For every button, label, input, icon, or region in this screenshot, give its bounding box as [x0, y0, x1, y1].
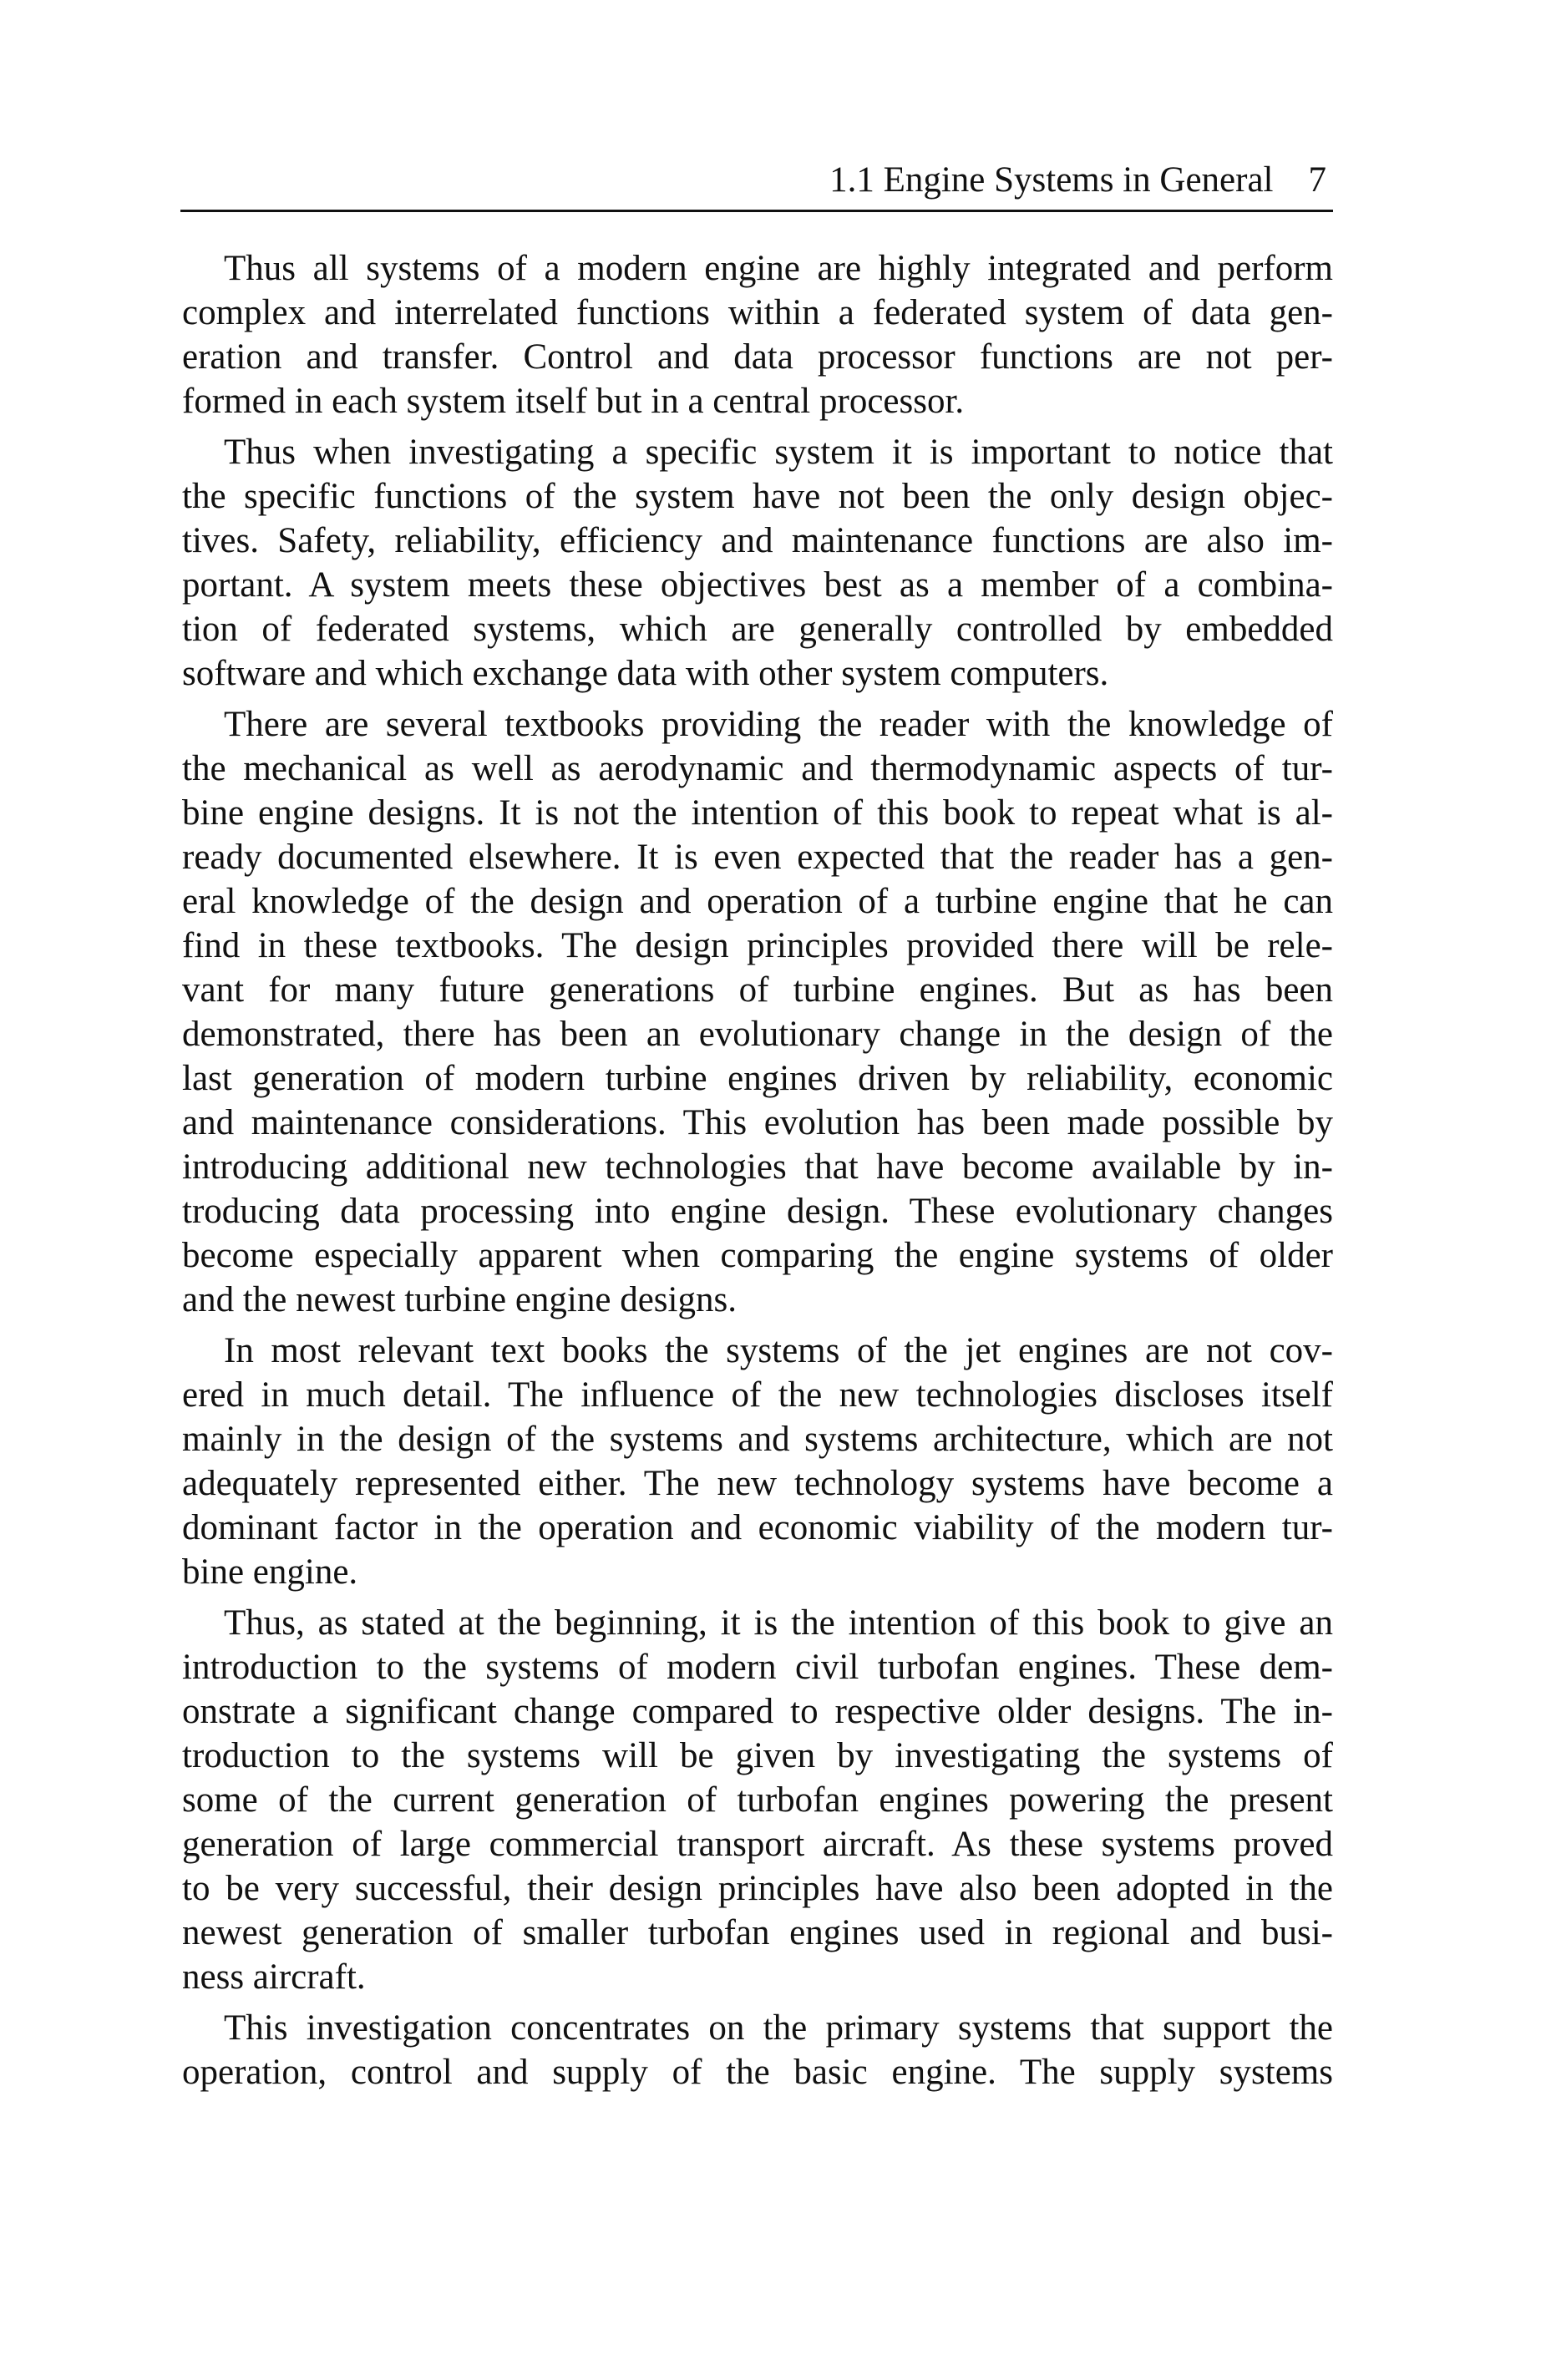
- text-line: complex and interrelated functions within a federated system of data gen-: [182, 293, 1333, 332]
- text-line: software and which exchange data with other system computers.: [182, 654, 1109, 693]
- text-line: tion of federated systems, which are generally controlled by embedded: [182, 610, 1333, 649]
- text-line: portant. A system meets these objectives best as a member of a combina-: [182, 565, 1333, 605]
- text-line: newest generation of smaller turbofan engines used in regional and busi-: [182, 1913, 1333, 1952]
- text-line: mainly in the design of the systems and systems architecture, which are not: [182, 1420, 1333, 1459]
- text-line: find in these textbooks. The design principles provided there will be rele-: [182, 926, 1333, 965]
- text-line: and the newest turbine engine designs.: [182, 1280, 737, 1319]
- text-line: and maintenance considerations. This evolution has been made possible by: [182, 1103, 1333, 1142]
- text-line: tives. Safety, reliability, efficiency and maintenance functions are also im-: [182, 521, 1333, 560]
- text-line: Thus when investigating a specific system it is important to notice that: [224, 433, 1333, 472]
- text-line: onstrate a significant change compared to respective older designs. The in-: [182, 1692, 1333, 1731]
- text-line: eration and transfer. Control and data processor functions are not per-: [182, 337, 1333, 377]
- text-line: bine engine designs. It is not the intention of this book to repeat what is al-: [182, 793, 1333, 833]
- text-line: last generation of modern turbine engines driven by reliability, economic: [182, 1059, 1333, 1098]
- text-line: the specific functions of the system have not been the only design objec-: [182, 477, 1333, 516]
- page-number: 7: [1308, 160, 1326, 200]
- text-line: eral knowledge of the design and operation of a turbine engine that he can: [182, 882, 1333, 921]
- text-line: adequately represented either. The new technology systems have become a: [182, 1464, 1333, 1503]
- text-line: vant for many future generations of turbine engines. But as has been: [182, 970, 1333, 1010]
- text-line: generation of large commercial transport aircraft. As these systems proved: [182, 1825, 1333, 1864]
- text-line: operation, control and supply of the basic engine. The supply systems: [182, 2053, 1333, 2092]
- text-line: to be very successful, their design principles have also been adopted in the: [182, 1869, 1333, 1908]
- paragraph: [182, 1601, 1333, 1999]
- text-line: In most relevant text books the systems of the jet engines are not cov-: [224, 1331, 1333, 1370]
- paragraph: [182, 2006, 1333, 2094]
- text-line: the mechanical as well as aerodynamic and thermodynamic aspects of tur-: [182, 749, 1333, 788]
- text-line: There are several textbooks providing the reader with the knowledge of: [224, 705, 1333, 744]
- running-header: [180, 152, 1333, 212]
- paragraph: [182, 246, 1333, 423]
- section-title: 1.1 Engine Systems in General: [829, 160, 1274, 200]
- text-line: Thus all systems of a modern engine are highly integrated and perform: [224, 249, 1333, 288]
- text-line: some of the current generation of turbofan engines powering the present: [182, 1780, 1333, 1820]
- text-line: dominant factor in the operation and economic viability of the modern tur-: [182, 1508, 1333, 1547]
- text-line: introducing additional new technologies that have become available by in-: [182, 1147, 1333, 1187]
- text-line: Thus, as stated at the beginning, it is the intention of this book to give an: [224, 1603, 1333, 1643]
- paragraph: [182, 702, 1333, 1322]
- text-line: troducing data processing into engine design. These evolutionary changes: [182, 1192, 1333, 1231]
- text-line: demonstrated, there has been an evolutionary change in the design of the: [182, 1015, 1333, 1054]
- text-line: troduction to the systems will be given by investigating the systems of: [182, 1736, 1333, 1775]
- paragraph: [182, 430, 1333, 696]
- text-line: This investigation concentrates on the primary systems that support the: [224, 2008, 1333, 2048]
- text-line: formed in each system itself but in a central processor.: [182, 382, 965, 421]
- header-text: [829, 160, 1333, 200]
- paragraph: [182, 1329, 1333, 1594]
- text-line: ready documented elsewhere. It is even expected that the reader has a gen-: [182, 838, 1333, 877]
- text-line: ness aircraft.: [182, 1957, 366, 1997]
- text-line: bine engine.: [182, 1552, 358, 1592]
- text-line: ered in much detail. The influence of the new technologies discloses itself: [182, 1375, 1333, 1415]
- body-text: [182, 246, 1333, 2101]
- text-line: introduction to the systems of modern civil turbofan engines. These dem-: [182, 1648, 1333, 1687]
- text-line: become especially apparent when comparing the engine systems of older: [182, 1236, 1333, 1275]
